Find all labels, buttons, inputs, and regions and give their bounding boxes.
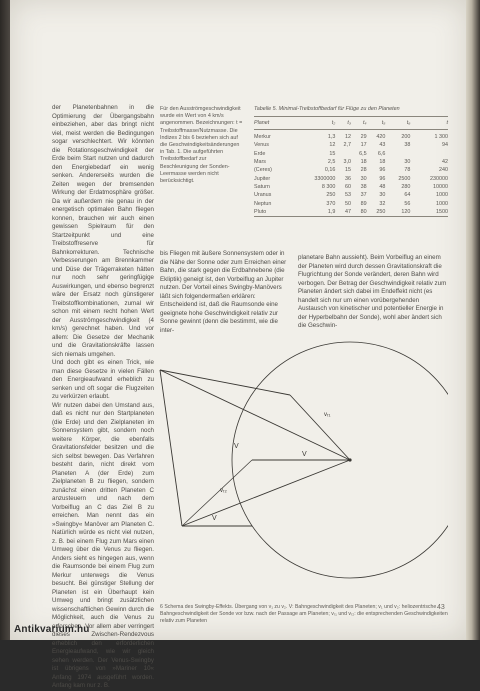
table-cell: 96 [379, 175, 386, 182]
table-cell: Uranus [254, 192, 272, 199]
table-cell: 15 [329, 150, 336, 157]
table-cell: 280 [401, 183, 411, 190]
table-cell: 43 [379, 142, 386, 149]
paragraph: Und doch gibt es einen Trick, wie man diese Gesetze in vielen Fällen den Energieaufwand erheblich zu senken und oft sogar die Flugzeiten zu verkürzen erlaubt. [52, 359, 154, 400]
table-cell: (Ceres) [254, 167, 272, 174]
table-cell: 78 [404, 167, 411, 174]
paragraph: der Planetenbahnen in die Optimierung der Übergangsbahn einbeziehen, aber das bringt nicht viel, meist werden die Bedingungen sogar verschlechtert. Wir könnten die Rotationsgeschwindigkeit der Erde beim Start nutzen und dadurch den Energiebedarf ein wenig senken. Andererseits wurden die Zeiten wegen der bremsenden Wirkung der Erdatmosphäre größer. Da wir außerdem nie genau in der energetisch optimalen Bahn fliegen konnen, brauchen wir auch einen gewissen Spielraum für den Startzeitpunkt und eine Treibstoffreserve für Bahnkorrekturen. Technische Verbesserungen am Brennkammer und Düse der Trägerraketen hätten nur noch sehr geringfügige Auswirkungen, und ebenso begrenzt wäre der Ersatz noch günstigerer Treibstoffkombinationen, zumal wir schon mit einem recht hohen Wert der Ausströmgeschwindigkeit (4 km/s) gerechnet haben. Und vor allem: Die Gesetze der Mechanik und die Gravitationskräfte lassen sich niemals umgehen. [52, 104, 154, 358]
table-cell: 42 [442, 159, 448, 166]
trajectory-in [160, 370, 350, 460]
column-header: t₃ [347, 120, 351, 126]
table-cell: 240 [439, 167, 448, 174]
column-header: t₄ [362, 120, 367, 126]
column-header: t₂ [331, 120, 336, 126]
table-cell: 50 [344, 200, 351, 207]
table-cell: 28 [360, 167, 367, 174]
right-text-column: planetare Bahn aussieht). Beim Vorbeiflug an einem der Planeten wird durch dessen Gravitationskraft die Flugrichtung der Sonde verändert, deren Bahn wird verbogen. Der Betrag der Geschwindigkeit relativ zum Planeten ändert sich dabei im Endeffekt nicht (es handelt sich nur um einen vorübergehenden Austausch von kinetischer und potentieller Energie in der Hyperbelbahn der Sonde), wohl aber ändert sich die Geschwin- [298, 254, 447, 329]
table-row [254, 208, 448, 217]
table-cell: 250 [326, 192, 336, 199]
table-cell: 53 [344, 192, 351, 199]
planet-fuel-table [254, 106, 448, 217]
table-cell: 89 [360, 200, 367, 207]
table-cell: 96 [379, 167, 386, 174]
table-cell: 30 [360, 175, 367, 182]
table-cell: 1500 [436, 208, 448, 215]
table-cell: 15 [344, 167, 351, 174]
watermark: Antikvarium.hu [14, 624, 90, 635]
table-cell: 1,9 [327, 208, 336, 215]
table-cell: 94 [442, 142, 448, 149]
table-cell: Neptun [254, 200, 272, 207]
table-cell: 6,6 [377, 150, 386, 157]
planet-dot [348, 458, 351, 461]
table-cell: 38 [360, 183, 367, 190]
table-cell: 3300000 [314, 175, 336, 182]
table-cell: 370 [326, 200, 336, 207]
table-cell [410, 150, 448, 158]
table-header-row [254, 117, 448, 130]
column-header: t [446, 120, 448, 126]
column-header: t₅ [381, 120, 386, 126]
table-row [254, 191, 448, 199]
table-row [254, 199, 448, 207]
table-cell: 120 [401, 208, 411, 215]
table-cell [335, 150, 351, 158]
table-cell: 30 [379, 192, 386, 199]
vector-vr1 [290, 395, 350, 460]
table-cell: Merkur [254, 134, 271, 141]
table-cell: 36 [344, 175, 351, 182]
column-header: Planet [254, 120, 270, 126]
table-cell: 18 [379, 159, 386, 166]
table-cell: 32 [379, 200, 386, 207]
table-cell: 29 [360, 134, 367, 141]
table-cell: 2,7 [343, 142, 351, 149]
table-cell: 64 [404, 192, 411, 199]
page-number: 43 [437, 604, 445, 611]
figure-caption: 6 Schema des Swingby-Effekts. Übergang von v₁ zu v₂. V: Bahngeschwindigkeit des Planeten; v₁ und v₂: heliozentrische Bahngeschwindigkeit der Sonde vor bzw. nach der Passage am Planeten; vᵣ₁ und vᵣ₂: die entsprechenden Geschwindigkeiten relativ zum Planeten [160, 604, 448, 624]
table-cell: 18 [360, 159, 367, 166]
table-cell: 1,3 [327, 134, 336, 141]
table-cell: Erde [254, 150, 266, 157]
table-cell: 38 [404, 142, 411, 149]
data-table [254, 116, 448, 217]
diagram-label: vᵣ₁ [324, 412, 331, 418]
swingby-diagram [152, 330, 448, 600]
table-cell: Mars [254, 159, 266, 166]
table-cell: Venus [254, 142, 269, 149]
table-cell [385, 150, 410, 158]
page-edge [466, 0, 480, 640]
diagram-label: V [212, 515, 217, 522]
table-cell: 200 [401, 134, 411, 141]
table-cell: 420 [376, 134, 386, 141]
table-cell: 230000 [430, 175, 448, 182]
table-row [254, 150, 448, 158]
table-row [254, 141, 448, 149]
table-cell: Pluto [254, 208, 267, 215]
vector-v1 [160, 370, 290, 395]
vector-vr2 [182, 460, 252, 526]
table-cell: Saturn [254, 183, 270, 190]
table-cell: 1 300 [434, 134, 448, 141]
table-row [254, 183, 448, 191]
middle-text-column: bis Fliegen mit äußere Sonnensystem oder in die Nähe der Sonne oder zum Erreichen einer Bahn, die stark gegen die Erdbahnebene (die Ekliptik) geneigt ist, den Vorbeiflug an Jupiter nutzen. Der Vorteil eines Swingby-Manövers läßt sich folgendermaßen erklären: Entscheidend ist, daß die Raumsonde eine geeignete hohe Geschwindigkeit relativ zur Sonne gewinnt (denn die bestimmt, wie die inter- [160, 250, 287, 334]
table-cell: Jupiter [254, 175, 271, 182]
table-row [254, 158, 448, 166]
table-cell: 80 [360, 208, 367, 215]
left-text-column [52, 104, 154, 691]
table-row [254, 130, 448, 142]
vector-v2 [160, 370, 182, 526]
table-cell: 10000 [433, 183, 448, 190]
table-cell: 47 [344, 208, 351, 215]
table-cell: 2500 [398, 175, 411, 182]
table-row [254, 174, 448, 182]
table-cell: 37 [360, 192, 367, 199]
table-cell: 8 300 [321, 183, 336, 190]
table-cell: 2,5 [327, 159, 336, 166]
table-cell: 1000 [436, 200, 448, 207]
diagram-label: V [302, 451, 307, 458]
table-cell: 6,5 [359, 150, 367, 157]
table-cell: 1000 [436, 192, 448, 199]
table-cell: 30 [404, 159, 411, 166]
table-cell: 12 [344, 134, 351, 141]
table-cell: 48 [379, 183, 386, 190]
table-footnote: Für den Ausströmgeschwindigkeit wurde ein Wert von 4 km/s angenommen. Bezeichnungen: t = Treibstoffmasse/Nutzmasse. Die Indizes 2 bis 6 beziehen sich auf die Geschwindigkeitsänderungen in Tab. 1. Die aufgeführten Treibstoffbedarf zur Beschleunigung der Sonden-Leermasse werden nicht berücksichtigt. [160, 106, 243, 185]
table-row [254, 166, 448, 174]
table-cell: 0,16 [324, 167, 336, 174]
trajectory-out [182, 460, 350, 526]
table-cell: 60 [344, 183, 351, 190]
table-cell: 3,0 [343, 159, 351, 166]
paragraph: Wir nutzen dabei den Umstand aus, daß es nicht nur den Startplaneten (die Erde) und den Zielplaneten im Sonnensystem gibt, sondern noch weitere Körper, die ebenfalls Gravitationsfelder besitzen und die sich selbst bewegen. Das Verfahren besteht darin, nicht direkt vom Planeten A (der Erde) zum Zielplaneten B zu fliegen, sondern zunächst einen dritten Planeten C anzusteuern und nach dem Vorbeiflug an C das Ziel B zu erreichen. Man nennt das ein »Swingby« Manöver am Planeten C. Natürlich würde es nicht viel nutzen, z. B. bei einem Flug zum Mars einen Umweg über die Venus zu fliegen. Anders sieht es hingegen aus, wenn die Raumsonde bei einem Flug zum Merkur unterwegs die Venus besucht. Bei günstiger Stellung der Planeten ist ein Überhaupt kein Umweg und bringt zusätzlichen wissenschaftlichen Gewinn durch die Möglichkeit, auch die Venus zu erforschen. Vor allem aber verringert dieses Zwischen-Rendezvous erheblich den erforderlichen Energieaufwand, wie wir gleich sehen werden. Der Venus-Swingby ist übrigens von »Mariner 10« Anfang 1974 ausgeführt worden. Anfang kam nur z. B. [52, 401, 154, 689]
column-header: t₆ [406, 120, 411, 126]
diagram-label: vᵣ₂ [220, 488, 227, 494]
table-cell: 17 [360, 142, 367, 149]
table-cell: 56 [404, 200, 411, 207]
diagram-label: V [234, 443, 239, 450]
table-caption: Tabelle 5. Minimal-Treibstoffbedarf für Flüge zu den Planeten [254, 106, 400, 112]
table-cell: 12 [329, 142, 336, 149]
table-cell: 250 [376, 208, 386, 215]
